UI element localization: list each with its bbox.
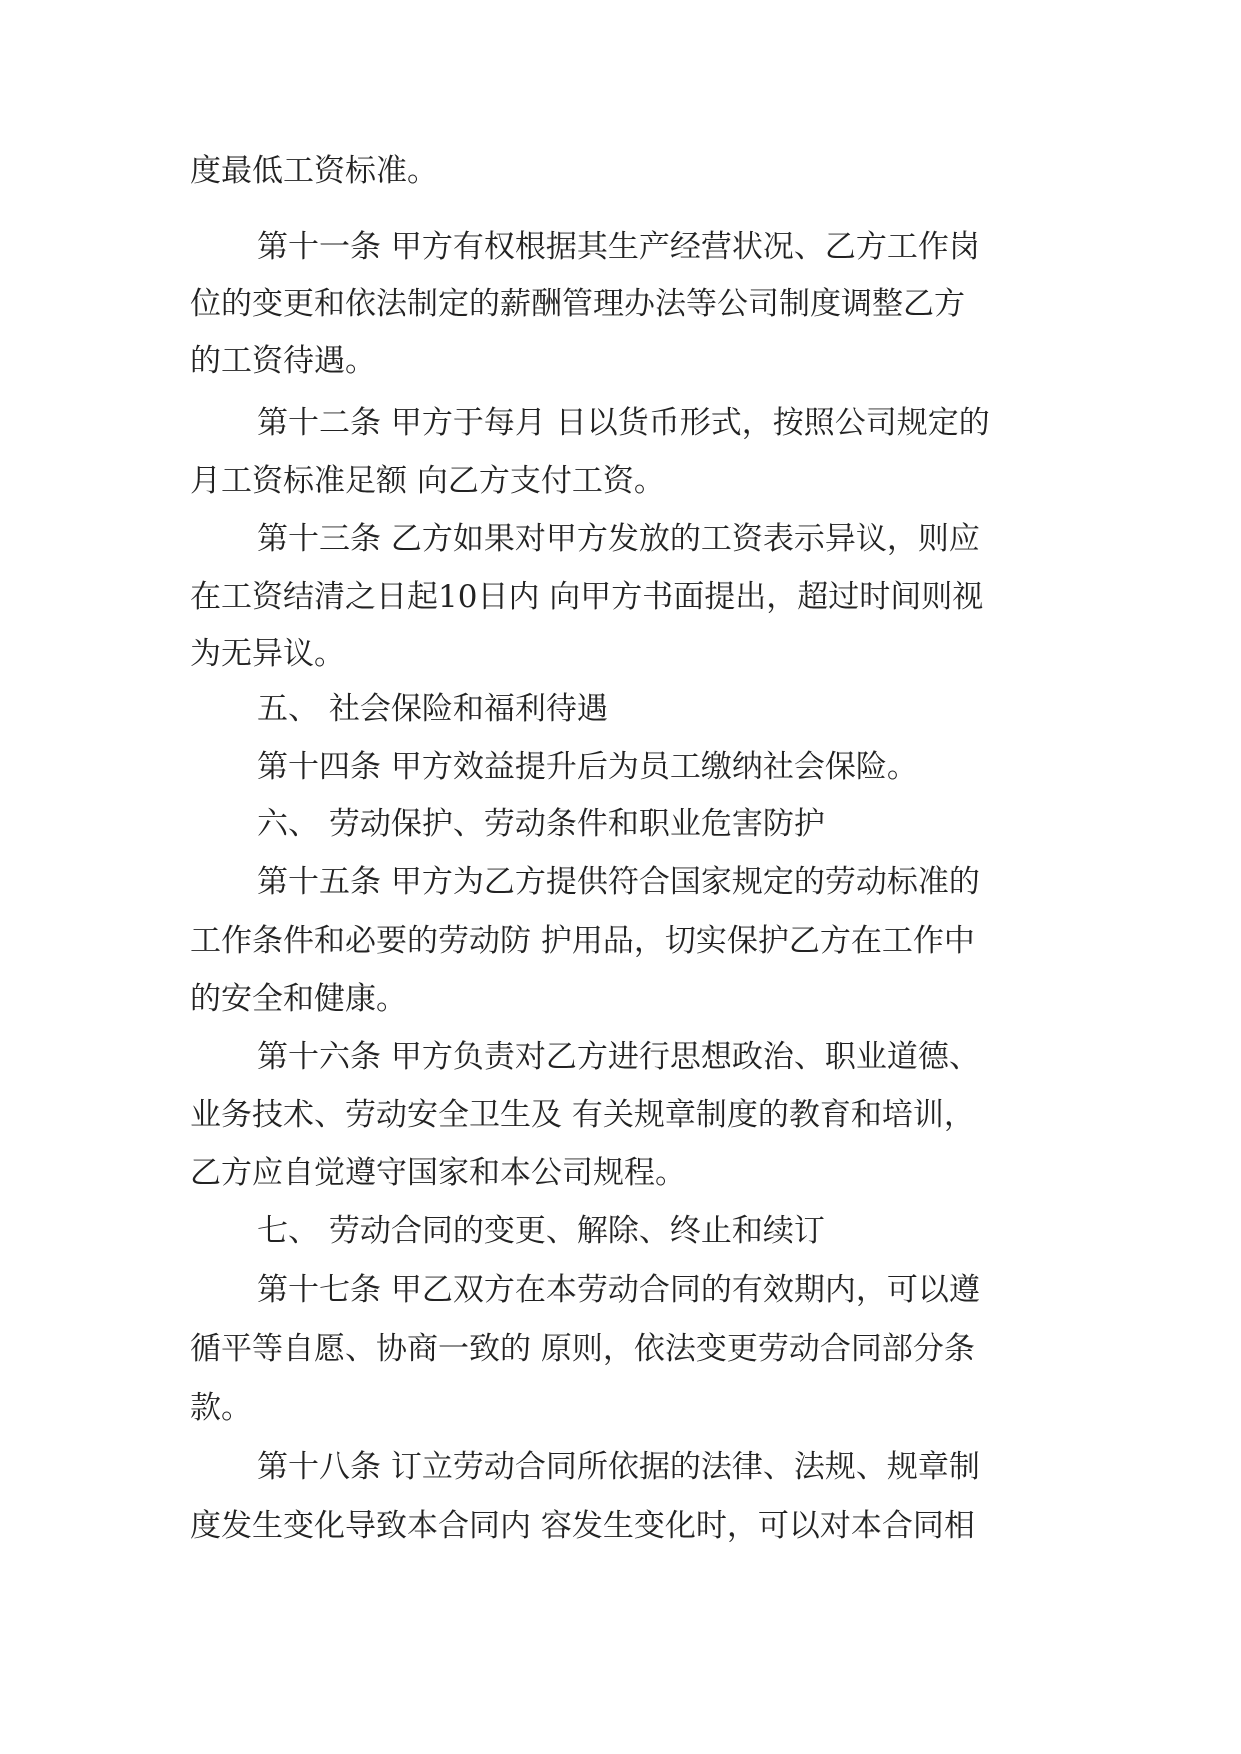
- text-line: 为无异议。: [190, 636, 345, 672]
- text-line: 第十六条 甲方负责对乙方进行思想政治、职业道德、: [257, 1039, 980, 1075]
- text-line: 第十三条 乙方如果对甲方发放的工资表示异议，则应: [257, 521, 980, 557]
- text-line: 业务技术、劳动安全卫生及 有关规章制度的教育和培训，: [190, 1097, 975, 1133]
- text-line: 的安全和健康。: [190, 981, 407, 1017]
- text-line: 度最低工资标准。: [190, 153, 438, 189]
- text-line: 度发生变化导致本合同内 容发生变化时，可以对本合同相: [190, 1508, 975, 1544]
- text-line: 第十二条 甲方于每月 日以货币形式，按照公司规定的: [257, 405, 990, 441]
- section-heading: 六、 劳动保护、劳动条件和职业危害防护: [257, 806, 825, 842]
- text-line: 第十一条 甲方有权根据其生产经营状况、乙方工作岗: [257, 229, 980, 265]
- text-line: 循平等自愿、协商一致的 原则，依法变更劳动合同部分条: [190, 1331, 975, 1367]
- text-line: 款。: [190, 1390, 252, 1426]
- text-line: 在工资结清之日起10日内 向甲方书面提出，超过时间则视: [190, 579, 984, 615]
- text-line: 的工资待遇。: [190, 343, 376, 379]
- text-line: 位的变更和依法制定的薪酬管理办法等公司制度调整乙方: [190, 286, 965, 322]
- text-line: 第十五条 甲方为乙方提供符合国家规定的劳动标准的: [257, 864, 980, 900]
- text-line: 第十七条 甲乙双方在本劳动合同的有效期内，可以遵: [257, 1272, 980, 1308]
- section-heading: 五、 社会保险和福利待遇: [257, 691, 608, 727]
- text-line: 月工资标准足额 向乙方支付工资。: [190, 463, 665, 499]
- text-line: 第十四条 甲方效益提升后为员工缴纳社会保险。: [257, 749, 918, 785]
- section-heading: 七、 劳动合同的变更、解除、终止和续订: [257, 1213, 825, 1249]
- text-line: 第十八条 订立劳动合同所依据的法律、法规、规章制: [257, 1449, 980, 1485]
- text-line: 工作条件和必要的劳动防 护用品，切实保护乙方在工作中: [190, 923, 975, 959]
- text-line: 乙方应自觉遵守国家和本公司规程。: [190, 1155, 686, 1191]
